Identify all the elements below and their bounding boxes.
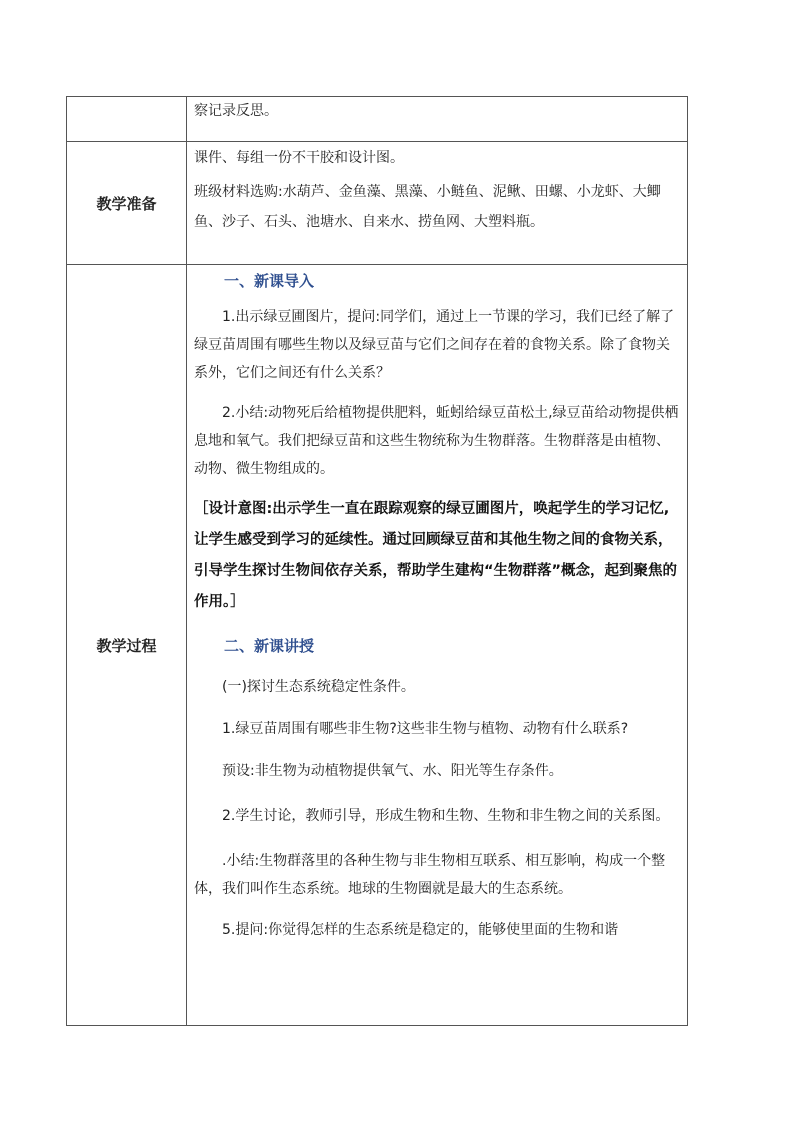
preset-answer: 预设:非生物为动植物提供氧气、水、阳光等生存条件。 <box>222 763 563 779</box>
table-row <box>67 142 688 265</box>
summary: .小结:生物群落里的各种生物与非生物相互联系、相互影响，构成一个整体，我们叫作生态系统。地球的生物圈就是最大的生态系统。 <box>194 853 666 897</box>
lesson-plan-table <box>66 96 688 1026</box>
prep-line-2: 班级材料选购:水葫芦、金鱼藻、黑藻、小鲢鱼、泥鳅、田螺、小龙虾、大鲫鱼、沙子、石头、池塘水、自来水、捞鱼网、大塑料瓶。 <box>194 184 661 230</box>
row-label-empty <box>67 97 187 142</box>
section-heading-2: 二、新课讲授 <box>224 637 315 655</box>
row-content-prep <box>187 142 688 265</box>
row-content-top <box>187 97 688 142</box>
table-row <box>67 97 688 142</box>
prep-line-1: 课件、每组一份不干胶和设计图。 <box>194 150 404 166</box>
row-content-process <box>187 265 688 1026</box>
reflection-text: 察记录反思。 <box>194 103 278 119</box>
question-1: 1.绿豆苗周围有哪些非生物?这些非生物与植物、动物有什么联系? <box>222 721 629 737</box>
paragraph-2: 2.小结:动物死后给植物提供肥料，蚯蚓给绿豆苗松土,绿豆苗给动物提供栖息地和氧气。我们把绿豆苗和这些生物统称为生物群落。生物群落是由植物、动物、微生物组成的。 <box>194 405 679 477</box>
section-heading-1: 一、新课导入 <box>224 272 315 290</box>
table-row <box>67 265 688 1026</box>
paragraph-1: 1.出示绿豆圃图片，提问:同学们，通过上一节课的学习，我们已经了解了绿豆苗周围有哪些生物以及绿豆苗与它们之间存在着的食物关系。除了食物关系外，它们之间还有什么关系？ <box>194 309 675 381</box>
row-label-process: 教学过程 <box>67 265 187 1026</box>
question-5: 5.提问:你觉得怎样的生态系统是稳定的，能够使里面的生物和谐 <box>222 922 619 938</box>
row-label-prep: 教学准备 <box>67 142 187 265</box>
question-2: 2.学生讨论，教师引导，形成生物和生物、生物和非生物之间的关系图。 <box>222 808 670 824</box>
design-intent: ［设计意图:出示学生一直在跟踪观察的绿豆圃图片，唤起学生的学习记忆,让学生感受到学习的延续性。通过回顾绿豆苗和其他生物之间的食物关系，引导学生探讨生物间依存关系，帮助学生建构“生物群落”概念，起到聚焦的作用。］ <box>194 501 678 610</box>
subsection-title: (一)探讨生态系统稳定性条件。 <box>222 679 415 695</box>
